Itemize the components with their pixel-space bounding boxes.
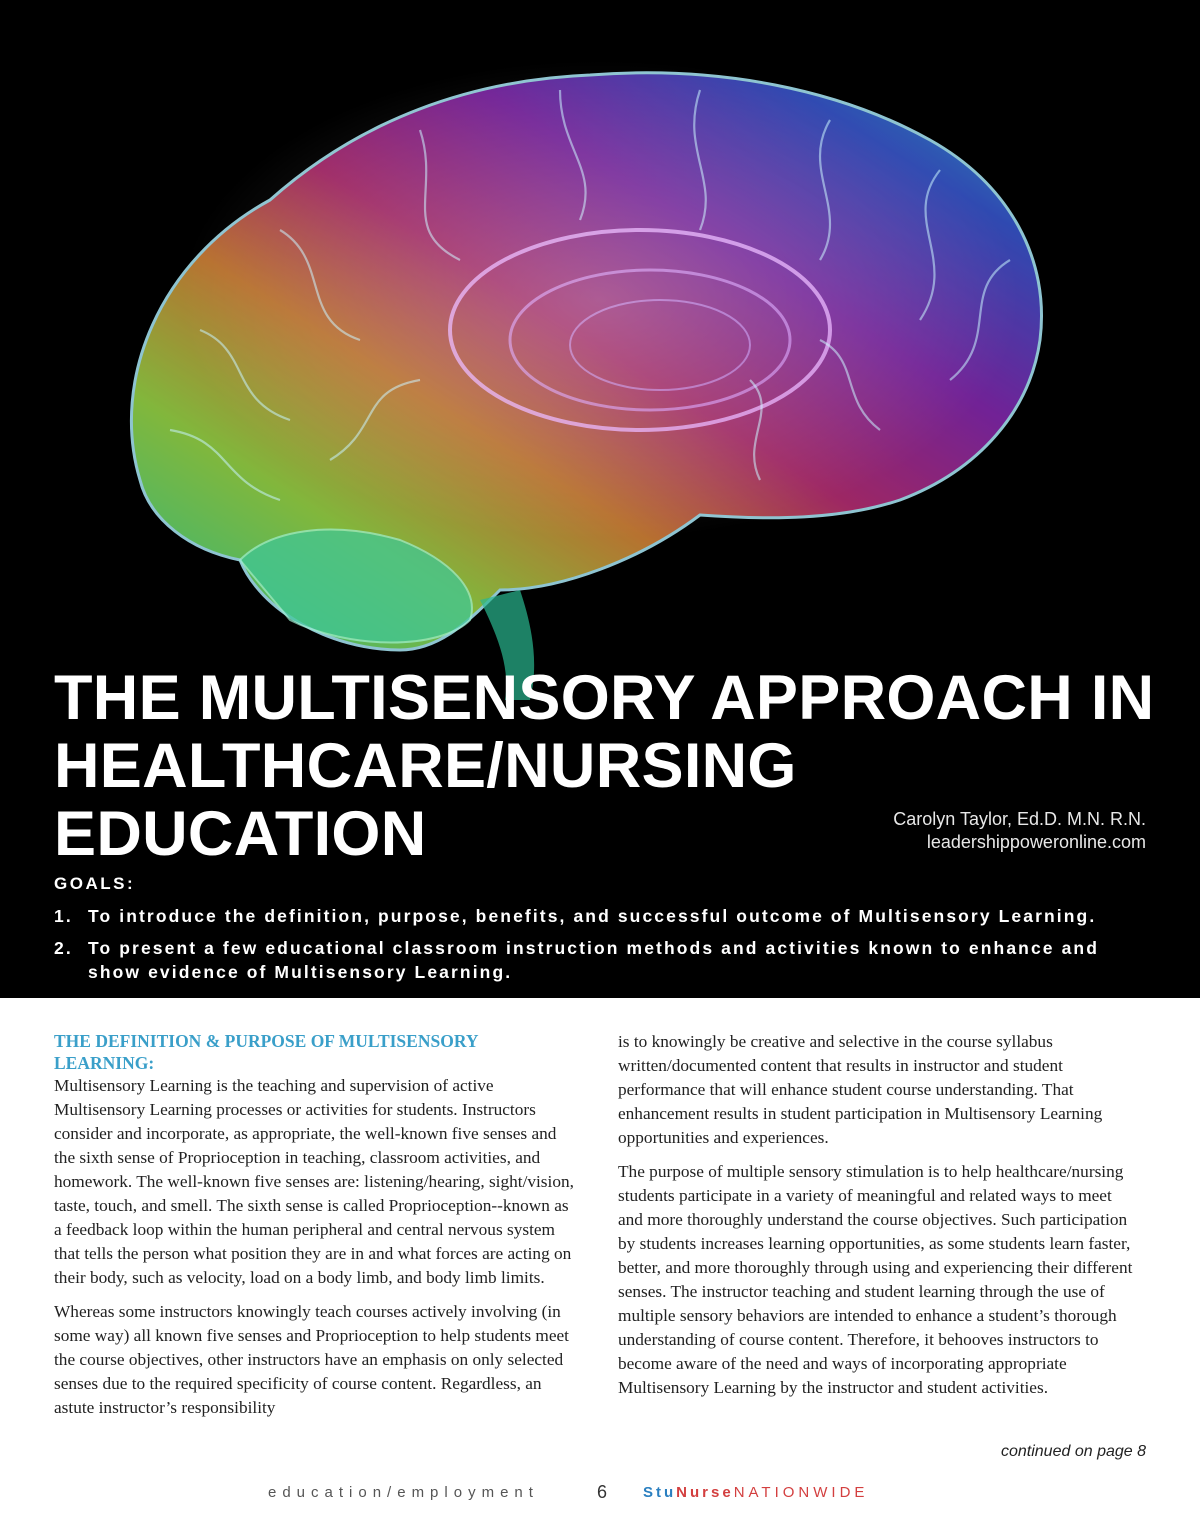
goal-number: 2. xyxy=(54,938,73,958)
brand-part-nurse: Nurse xyxy=(676,1484,734,1501)
goal-text: To introduce the definition, purpose, benefits, and successful outcome of Multisensory Learning. xyxy=(88,906,1097,926)
article-column-right xyxy=(618,1030,1138,1410)
goal-item xyxy=(54,904,1144,928)
article-column-left xyxy=(54,1030,574,1430)
goal-item xyxy=(54,936,1144,984)
title-line-2: HEALTHCARE/NURSING EDUCATION xyxy=(54,731,797,869)
goal-number: 1. xyxy=(54,906,73,926)
brand-part-nationwide: NATIONWIDE xyxy=(733,1484,869,1501)
page-number: 6 xyxy=(597,1482,608,1502)
goals-heading: GOALS: xyxy=(54,874,136,893)
continued-note: continued on page 8 xyxy=(1000,1443,1146,1460)
brand-part-stu: Stu xyxy=(643,1484,677,1501)
paragraph: is to knowingly be creative and selective in the course syllabus written/documented content that results in instructor and student performance that will enhance student course understanding. That enhancement results in student participation in Multisensory Learning opportunities and experiences. xyxy=(618,1032,1103,1147)
goal-text: To present a few educational classroom instruction methods and activities known to enhance and show evidence of Multisensory Learning. xyxy=(88,938,1099,982)
paragraph: Whereas some instructors knowingly teach courses actively involving (in some way) all known five senses and Proprioception to help students meet the course objectives, other instructors have an emphasis on only selected senses due to the required specificity of course content. Regardless, an astute instructor’s responsibility xyxy=(54,1302,569,1417)
author-name: Carolyn Taylor, Ed.D. M.N. R.N. xyxy=(893,809,1146,829)
goals-list xyxy=(54,904,1144,992)
paragraph: The purpose of multiple sensory stimulation is to help healthcare/nursing students participate in a variety of meaningful and related ways to meet and more thoroughly understand the course objectives. Such participation by students increases learning opportunities, as some students learn faster, better, and more thoroughly through using and experiencing their different senses. The instructor teaching and student learning through the use of multiple sensory behaviors are intended to enhance a student’s thorough understanding of course content. Therefore, it behooves instructors to become aware of the need and ways of incorporating appropriate Multisensory Learning by the instructor and student activities. xyxy=(618,1162,1133,1397)
author-byline xyxy=(893,808,1146,854)
publication-brand xyxy=(643,1484,868,1501)
section-heading: THE DEFINITION & PURPOSE OF MULTISENSORY LEARNING: xyxy=(54,1031,478,1073)
page-footer xyxy=(0,1482,1200,1506)
paragraph: Multisensory Learning is the teaching and supervision of active Multisensory Learning processes or activities for students. Instructors consider and incorporate, as appropriate, the well-known five senses and the sixth sense of Proprioception in teaching, classroom activities, and homework. The well-known five senses are: listening/hearing, sight/vision, taste, touch, and smell. The sixth sense is called Proprioception--known as a feedback loop within the human peripheral and central nervous system that tells the person what position they are in and what forces are acting on their body, such as velocity, load on a body limb, and body limb limits. xyxy=(54,1076,574,1287)
title-line-1: THE MULTISENSORY APPROACH IN xyxy=(54,663,1155,733)
author-website: leadershippoweronline.com xyxy=(926,832,1146,852)
footer-section-label: education/employment xyxy=(268,1484,539,1501)
